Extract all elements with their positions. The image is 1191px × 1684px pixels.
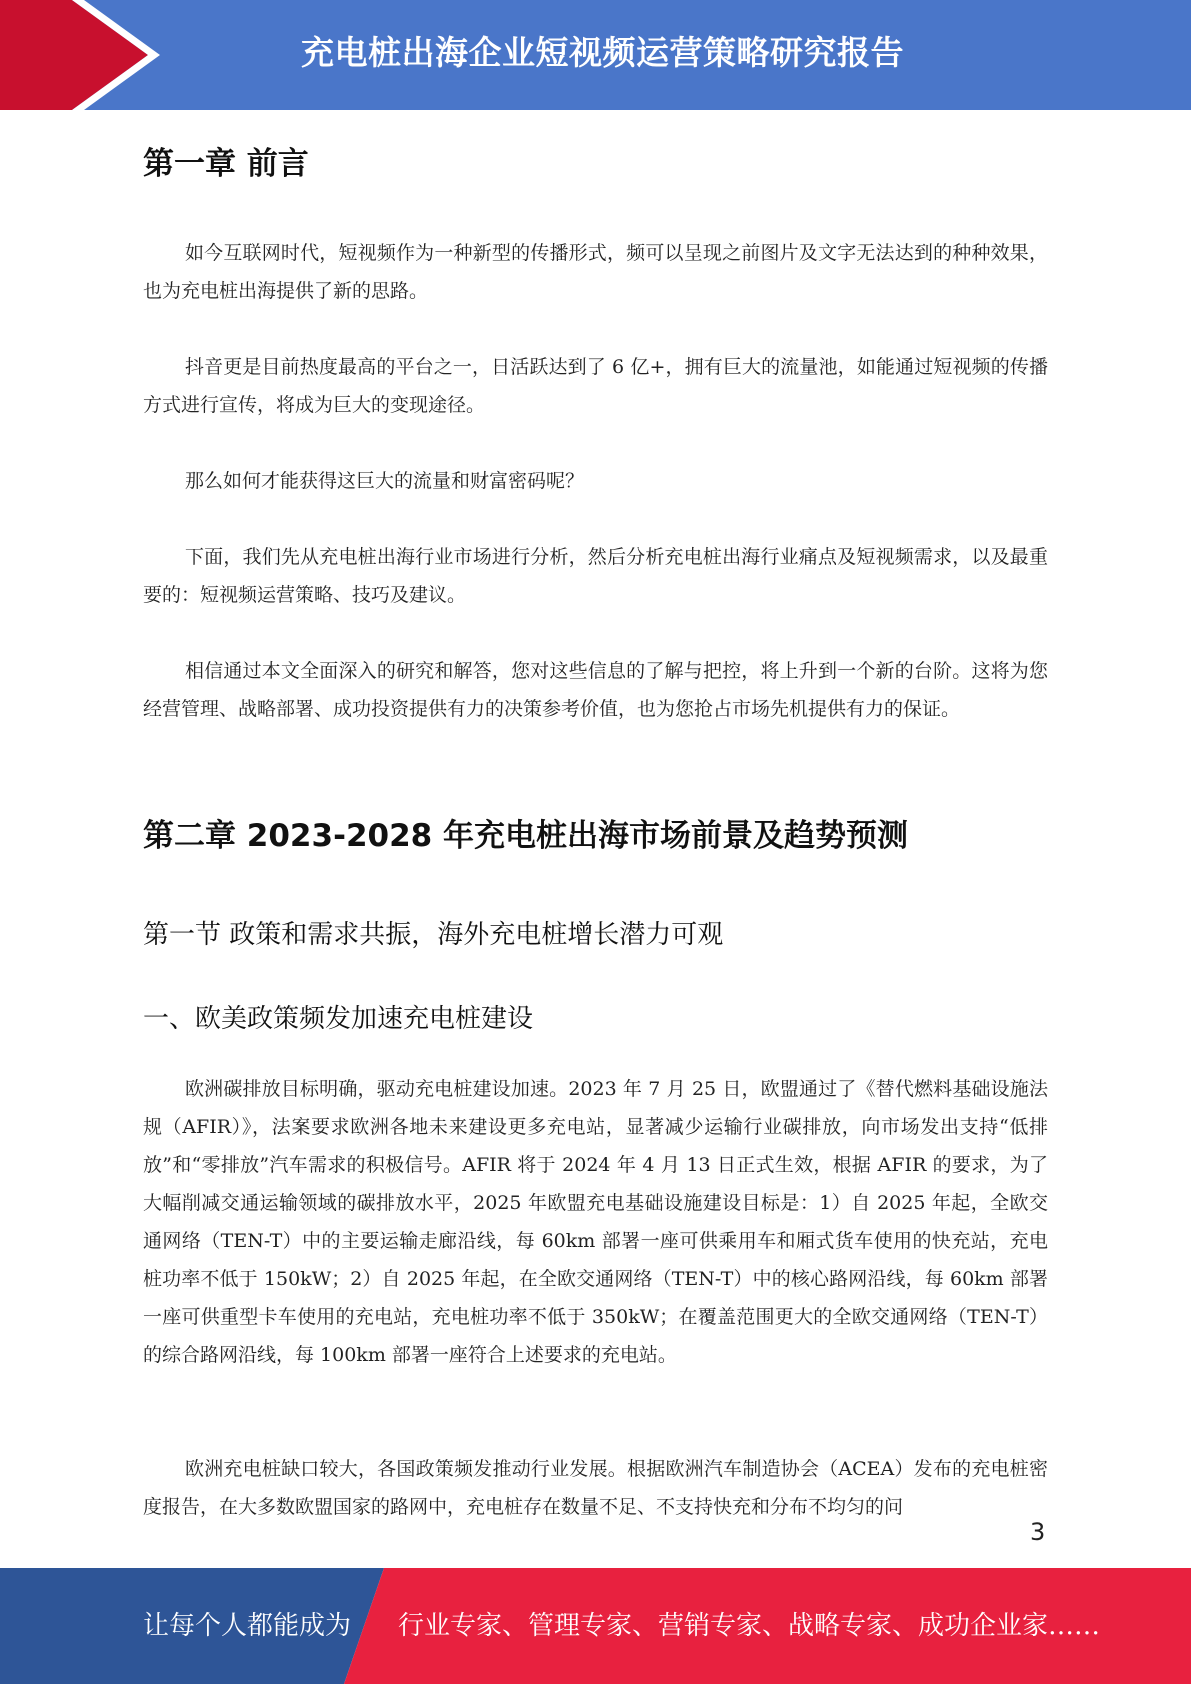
paragraph: 欧洲充电桩缺口较大，各国政策频发推动行业发展。根据欧洲汽车制造协会（ACEA）发布的充电桩密度报告，在大多数欧盟国家的路网中，充电桩存在数量不足、不支持快充和分布不均匀的问 — [143, 1458, 1048, 1518]
paragraph: 抖音更是目前热度最高的平台之一，日活跃达到了 6 亿+，拥有巨大的流量池，如能通过短视频的传播方式进行宣传，将成为巨大的变现途径。 — [143, 356, 1048, 416]
subsection-heading: 一、欧美政策频发加速充电桩建设 — [143, 1004, 534, 1034]
paragraph: 相信通过本文全面深入的研究和解答，您对这些信息的了解与把控，将上升到一个新的台阶。这将为您经营管理、战略部署、成功投资提供有力的决策参考价值，也为您抢占市场先机提供有力的保证。 — [143, 660, 1048, 720]
paragraph: 那么如何才能获得这巨大的流量和财富密码呢？ — [185, 470, 585, 492]
chapter-1-heading: 第一章 前言 — [143, 146, 309, 182]
page-footer — [0, 1568, 1191, 1684]
footer-slogan-right: 行业专家、管理专家、营销专家、战略专家、成功企业家…… — [398, 1611, 1101, 1641]
paragraph: 欧洲碳排放目标明确，驱动充电桩建设加速。2023 年 7 月 25 日，欧盟通过了《替代燃料基础设施法规（AFIR）》，法案要求欧洲各地未来建设更多充电站，显著减少运输行业碳排放，向市场发出支持“低排放”和“零排放”汽车需求的积极信号。AFIR 将于 2024 年 4 月 13 日正式生效，根据 AFIR 的要求，为了大幅削减交通运输领域的碳排放水平，2025 年欧盟充电基础设施建设目标是：1）自 2025 年起，全欧交通网络（TEN-T）中的主要运输走廊沿线，每 60km 部署一座可供乘用车和厢式货车使用的快充站，充电桩功率不低于 150kW；2）自 2025 年起，在全欧交通网络（TEN-T）中的核心路网沿线，每 60km 部署一座可供重型卡车使用的充电站，充电桩功率不低于 350kW；在覆盖范围更大的全欧交通网络（TEN-T）的综合路网沿线，每 100km 部署一座符合上述要求的充电站。 — [143, 1078, 1048, 1366]
page-header — [0, 0, 1191, 110]
page-number: 3 — [1030, 1518, 1046, 1546]
report-title: 充电桩出海企业短视频运营策略研究报告 — [301, 33, 904, 72]
paragraph: 如今互联网时代，短视频作为一种新型的传播形式，频可以呈现之前图片及文字无法达到的种种效果，也为充电桩出海提供了新的思路。 — [143, 242, 1048, 302]
paragraph: 下面，我们先从充电桩出海行业市场进行分析，然后分析充电桩出海行业痛点及短视频需求，以及最重要的：短视频运营策略、技巧及建议。 — [143, 546, 1048, 606]
section-heading: 第一节 政策和需求共振，海外充电桩增长潜力可观 — [143, 920, 724, 950]
chapter-2-heading: 第二章 2023-2028 年充电桩出海市场前景及趋势预测 — [143, 818, 909, 854]
footer-slogan-left: 让每个人都能成为 — [143, 1611, 352, 1641]
